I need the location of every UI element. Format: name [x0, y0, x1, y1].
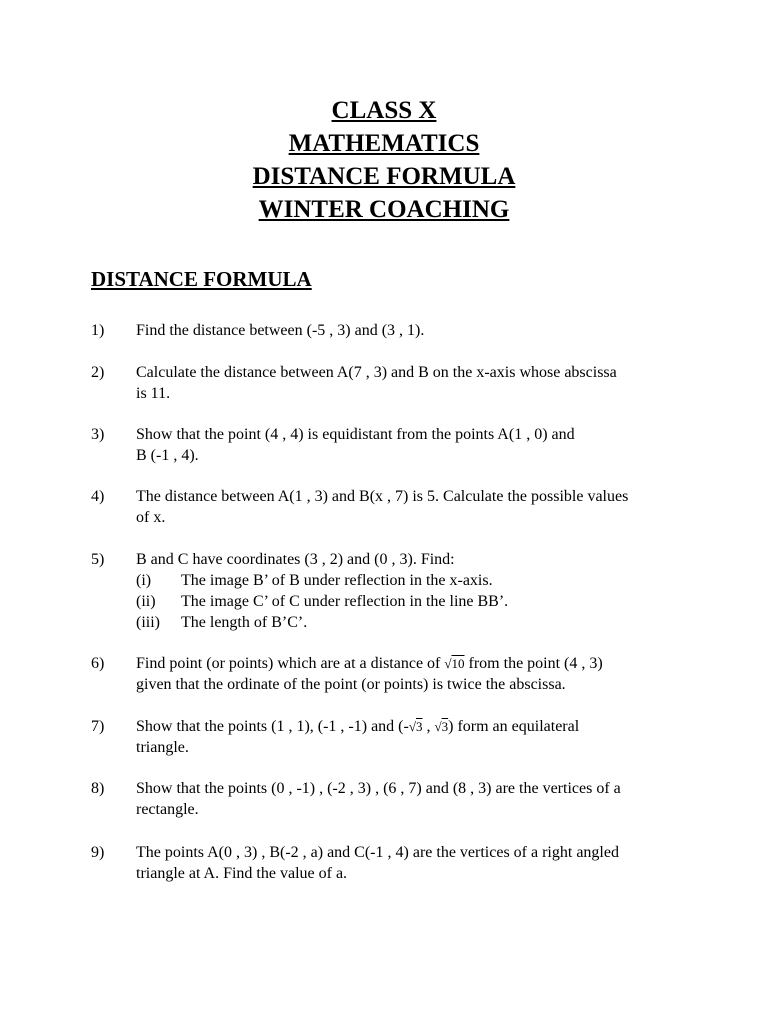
question-text: B and C have coordinates (3 , 2) and (0 , 3). Find:	[136, 551, 455, 568]
question-3	[91, 424, 691, 466]
question-text-line2: of x.	[136, 509, 166, 526]
document-title	[0, 94, 768, 226]
square-root-symbol: √3	[408, 719, 423, 734]
question-text-line2: triangle at A. Find the value of a.	[136, 865, 348, 882]
radicand: 3	[441, 719, 449, 734]
question-text-line2: rectangle.	[136, 801, 199, 818]
question-text-line2: triangle.	[136, 739, 189, 756]
question-9	[91, 842, 691, 884]
sub-question-1	[136, 570, 691, 591]
title-line-subject: MATHEMATICS	[288, 130, 480, 157]
sub-question-text: The length of B’C’.	[181, 614, 308, 631]
title-line-topic: DISTANCE FORMULA	[252, 163, 516, 190]
question-4	[91, 486, 691, 528]
radicand: 3	[415, 719, 423, 734]
sub-question-text: The image B’ of B under reflection in the x-axis.	[181, 572, 493, 589]
question-number: 9)	[91, 844, 105, 861]
question-text-line1: Show that the point (4 , 4) is equidistant from the points A(1 , 0) and	[136, 426, 575, 443]
question-text-line1: Calculate the distance between A(7 , 3) and B on the x-axis whose abscissa	[136, 364, 617, 381]
section-heading: DISTANCE FORMULA	[91, 267, 312, 291]
question-text-line1: Show that the points (0 , -1) , (-2 , 3) , (6 , 7) and (8 , 3) are the vertices of a	[136, 780, 621, 797]
question-number: 6)	[91, 655, 105, 672]
question-2	[91, 362, 691, 404]
question-6	[91, 653, 691, 695]
square-root-symbol: √10	[444, 656, 465, 671]
question-text-line1: The distance between A(1 , 3) and B(x , 7) is 5. Calculate the possible values	[136, 488, 629, 505]
sub-question-number: (iii)	[136, 614, 160, 631]
title-line-program: WINTER COACHING	[258, 196, 510, 223]
question-number: 3)	[91, 426, 105, 443]
question-text-line1: The points A(0 , 3) , B(-2 , a) and C(-1 , 4) are the vertices of a right angled	[136, 844, 619, 861]
text-segment: ) form an equilateral	[448, 718, 580, 735]
question-number: 4)	[91, 488, 105, 505]
question-1	[91, 320, 691, 341]
question-text-line1	[136, 653, 691, 674]
text-segment: from the point (4 , 3)	[464, 655, 603, 672]
title-line-class: CLASS X	[331, 97, 437, 124]
radicand: 10	[451, 656, 465, 671]
sub-question-number: (i)	[136, 572, 152, 589]
text-segment: Show that the points (1 , 1), (-1 , -1) and (-	[136, 718, 409, 735]
question-number: 8)	[91, 780, 105, 797]
question-text: Find the distance between (-5 , 3) and (3 , 1).	[136, 322, 425, 339]
question-number: 5)	[91, 551, 105, 568]
question-number: 1)	[91, 322, 105, 339]
sub-question-3	[136, 612, 691, 633]
question-5	[91, 549, 691, 633]
question-text-line2: given that the ordinate of the point (or points) is twice the abscissa.	[136, 676, 566, 693]
sub-question-number: (ii)	[136, 593, 156, 610]
sub-question-text: The image C’ of C under reflection in the line BB’.	[181, 593, 509, 610]
text-segment: ,	[422, 718, 435, 735]
question-text-line2: is 11.	[136, 385, 171, 402]
question-8	[91, 778, 691, 820]
question-text-line2: B (-1 , 4).	[136, 447, 199, 464]
sub-question-2	[136, 591, 691, 612]
text-segment: Find point (or points) which are at a distance of	[136, 655, 445, 672]
question-number: 2)	[91, 364, 105, 381]
question-text-line1	[136, 716, 691, 737]
question-number: 7)	[91, 718, 105, 735]
question-7	[91, 716, 691, 758]
square-root-symbol: √3	[434, 719, 449, 734]
